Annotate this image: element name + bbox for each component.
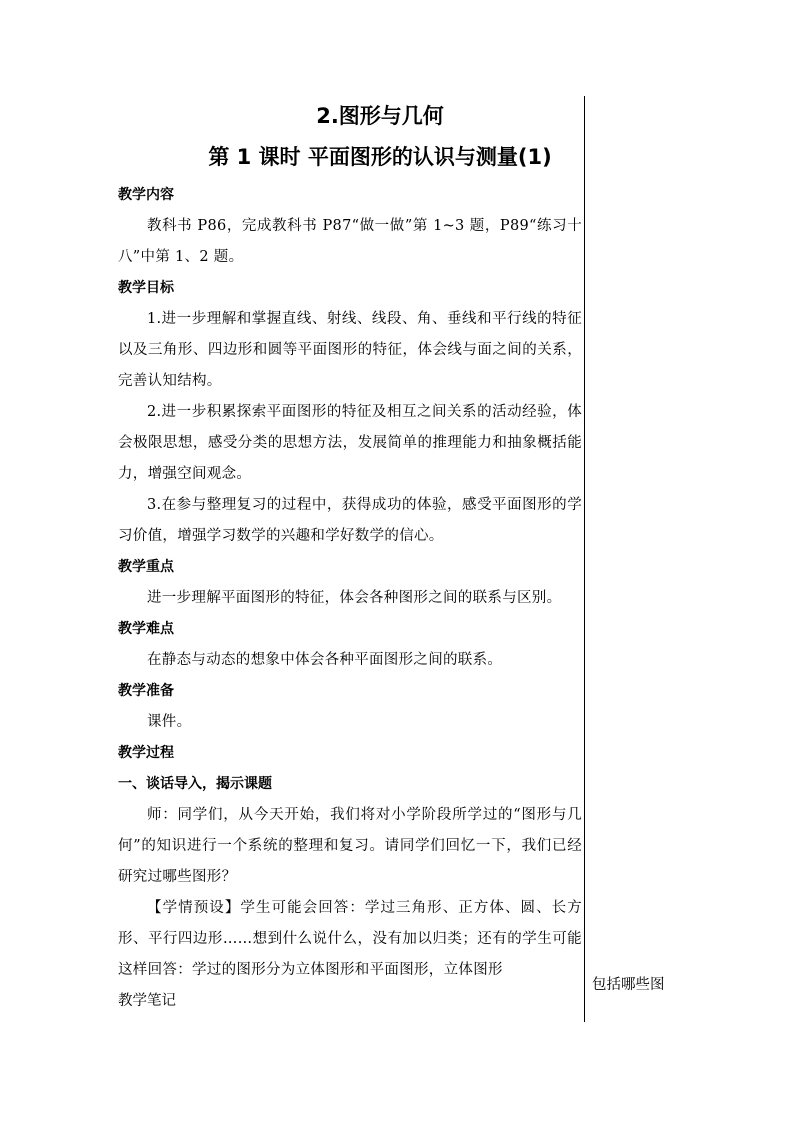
key-text: 进一步理解平面图形的特征，体会各种图形之间的联系与区别。 <box>147 590 562 606</box>
content-heading: 教学内容 <box>118 187 174 203</box>
goal-3: 3.在参与整理复习的过程中，获得成功的体验，感受平面图形的学习价值，增强学习数学的兴趣和学好数学的信心。 <box>118 497 582 544</box>
document-title: 2.图形与几何 <box>316 104 444 128</box>
goal-1: 1.进一步理解和掌握直线、射线、线段、角、垂线和平行线的特征以及三角形、四边形和圆等平面图形的特征，体会线与面之间的关系，完善认知结构。 <box>118 311 582 389</box>
step-1-heading: 一、谈话导入，揭示课题 <box>118 776 272 792</box>
prep-text: 课件。 <box>147 714 192 730</box>
teaching-notes-label: 教学笔记 <box>118 993 176 1009</box>
side-note: 包括哪些图 <box>592 977 665 993</box>
prep-heading: 教学准备 <box>118 683 174 699</box>
lesson-subtitle: 第 1 课时 平面图形的认识与测量(1) <box>208 145 552 169</box>
step-1-text: 师：同学们，从今天开始，我们将对小学阶段所学过的“图形与几何”的知识进行一个系统的整理和复习。请同学们回忆一下，我们已经研究过哪些图形？ <box>118 807 582 885</box>
content-text: 教科书 P86，完成教科书 P87“做一做”第 1~3 题，P89“练习十八”中第 1、2 题。 <box>118 218 582 265</box>
difficulty-text: 在静态与动态的想象中体会各种平面图形之间的联系。 <box>147 652 503 668</box>
key-heading: 教学重点 <box>118 559 174 575</box>
step-1-preset: 【学情预设】学生可能会回答：学过三角形、正方体、圆、长方形、平行四边形……想到什么说什么，没有加以归类；还有的学生可能这样回答：学过的图形分为立体图形和平面图形，立体图形 <box>118 900 582 978</box>
goal-2: 2.进一步积累探索平面图形的特征及相互之间关系的活动经验，体会极限思想，感受分类的思想方法，发展简单的推理能力和抽象概括能力，增强空间观念。 <box>118 404 582 482</box>
column-divider <box>584 96 585 1022</box>
goals-heading: 教学目标 <box>118 280 174 296</box>
process-heading: 教学过程 <box>118 745 174 761</box>
main-column <box>118 98 582 1017</box>
difficulty-heading: 教学难点 <box>118 621 174 637</box>
